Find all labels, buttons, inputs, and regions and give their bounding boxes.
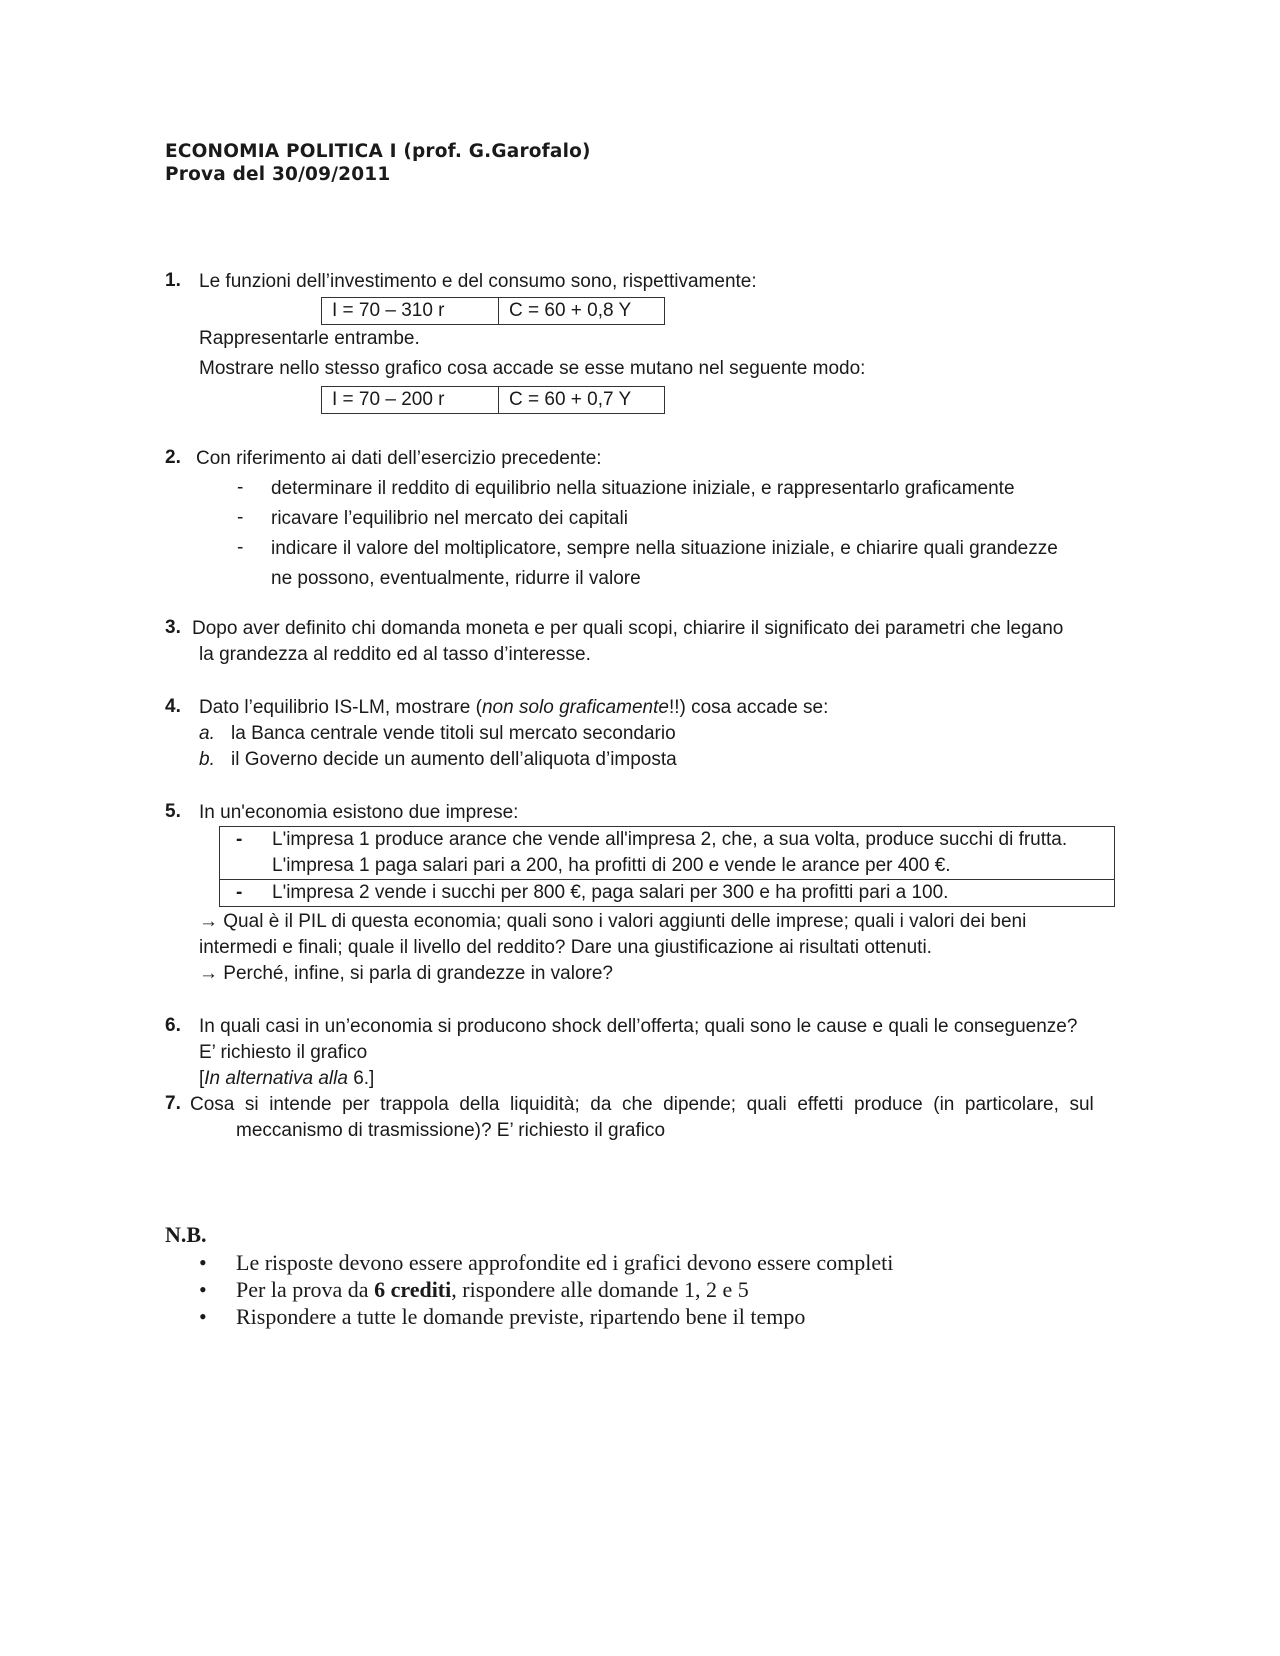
q1-new-investment-formula: I = 70 – 200 r (332, 389, 445, 410)
q4-number: 4. (165, 696, 181, 717)
q5-row-1-dash: - (236, 829, 243, 850)
q1-text: Le funzioni dell’investimento e del consumo sono, rispettivamente: (199, 271, 757, 292)
q6-line-1: In quali casi in un’economia si producono shock dell’offerta; quali sono le cause e quali le conseguenze? (199, 1016, 1078, 1037)
q7-line-1: Cosa si intende per trappola della liquidità; da che dipende; quali effetti produce (in particolare, sul (190, 1094, 1094, 1115)
q1-number: 1. (165, 270, 181, 291)
q6-alternative-note: [In alternativa alla 6.] (199, 1068, 375, 1089)
q5-firms-table (219, 826, 1115, 907)
nb-credits: 6 crediti (374, 1277, 452, 1302)
q3-line-1: Dopo aver definito chi domanda moneta e per quali scopi, chiarire il significato dei parametri che legano (192, 618, 1064, 639)
q2-item-1: determinare il reddito di equilibrio nella situazione iniziale, e rappresentarlo graficamente (271, 478, 1015, 499)
nb-bullet-3: • (199, 1304, 207, 1329)
q5-firm-1-line-1: L'impresa 1 produce arance che vende all'impresa 2, che, a sua volta, produce succhi di frutta. (272, 829, 1068, 850)
q4-a-label: a. (199, 723, 215, 744)
q5-row-2-dash: - (236, 882, 243, 903)
q4-a-text: la Banca centrale vende titoli sul mercato secondario (231, 723, 676, 744)
q2-dash-1: - (237, 477, 244, 498)
q7-line-2: meccanismo di trasmissione)? E’ richiesto il grafico (236, 1120, 666, 1141)
q5-firm-2-row (220, 879, 1114, 906)
q1-consumption-formula: C = 60 + 0,8 Y (498, 298, 664, 324)
q5-firm-2-line: L'impresa 2 vende i succhi per 800 €, paga salari per 300 e ha profitti pari a 100. (272, 882, 949, 903)
q2-number: 2. (165, 447, 181, 468)
q2-text: Con riferimento ai dati dell’esercizio precedente: (196, 448, 602, 469)
q1-formula-box-2 (321, 386, 665, 414)
nb-item-2: Per la prova da 6 crediti, rispondere alle domande 1, 2 e 5 (236, 1277, 749, 1302)
q5-number: 5. (165, 801, 181, 822)
q5-question-2: → Perché, infine, si parla di grandezze in valore? (199, 963, 614, 984)
q4-text: Dato l’equilibrio IS-LM, mostrare (non solo graficamente!!) cosa accade se: (199, 697, 829, 718)
q5-firm-1-row (220, 827, 1114, 879)
q2-item-3-continued: ne possono, eventualmente, ridurre il valore (271, 568, 641, 589)
q3-line-2: la grandezza al reddito ed al tasso d’interesse. (199, 644, 591, 665)
q5-question-1-continued: intermedi e finali; quale il livello del reddito? Dare una giustificazione ai risultati ottenuti. (199, 937, 932, 958)
nb-bullet-2: • (199, 1277, 207, 1302)
q1-new-consumption-formula: C = 60 + 0,7 Y (498, 387, 664, 413)
exam-date: Prova del 30/09/2011 (165, 164, 391, 185)
q1-investment-formula: I = 70 – 310 r (332, 300, 445, 321)
q2-item-3: indicare il valore del moltiplicatore, sempre nella situazione iniziale, e chiarire quali grandezze (271, 538, 1058, 559)
q5-text: In un'economia esistono due imprese: (199, 802, 519, 823)
nb-bullet-1: • (199, 1250, 207, 1275)
q1-line-3: Mostrare nello stesso grafico cosa accade se esse mutano nel seguente modo: (199, 358, 866, 379)
q1-line-2: Rappresentarle entrambe. (199, 328, 420, 349)
nb-title: N.B. (165, 1222, 207, 1247)
q4-emphasis: non solo graficamente (481, 697, 669, 718)
q1-formula-box-1 (321, 297, 665, 325)
q3-number: 3. (165, 617, 181, 638)
document-header (165, 140, 591, 186)
nb-item-3: Rispondere a tutte le domande previste, ripartendo bene il tempo (236, 1304, 806, 1329)
q7-number: 7. (165, 1093, 181, 1114)
exam-title: ECONOMIA POLITICA I (prof. G.Garofalo) (165, 141, 591, 162)
q5-question-1: → Qual è il PIL di questa economia; quali sono i valori aggiunti delle imprese; quali i valori dei beni (199, 911, 1027, 932)
q5-firm-1-line-2: L'impresa 1 paga salari pari a 200, ha profitti di 200 e vende le arance per 400 €. (272, 855, 951, 876)
q6-line-2: E’ richiesto il grafico (199, 1042, 368, 1063)
q2-dash-2: - (237, 507, 244, 528)
q6-number: 6. (165, 1015, 181, 1036)
nb-item-1: Le risposte devono essere approfondite ed i grafici devono essere completi (236, 1250, 894, 1275)
q2-item-2: ricavare l’equilibrio nel mercato dei capitali (271, 508, 628, 529)
q4-b-label: b. (199, 749, 215, 770)
q4-b-text: il Governo decide un aumento dell’aliquota d’imposta (231, 749, 677, 770)
q2-dash-3: - (237, 537, 244, 558)
